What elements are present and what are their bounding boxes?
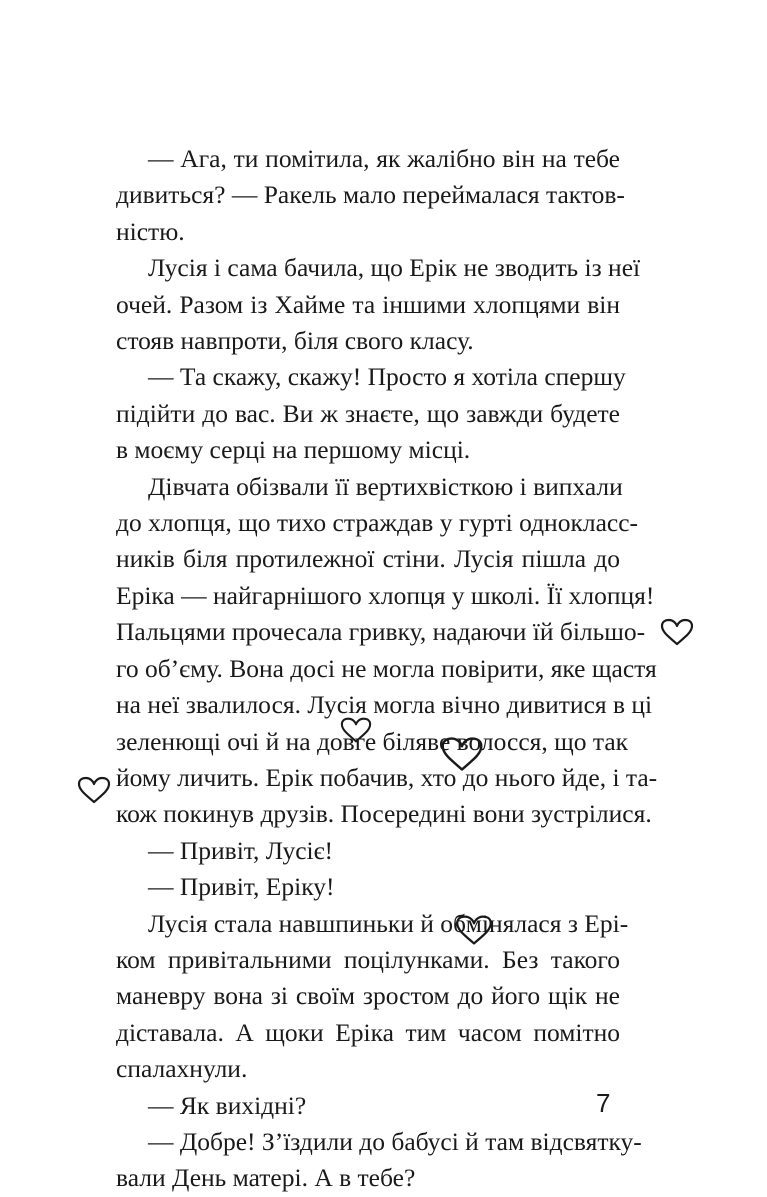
- heart-outline-icon: [660, 618, 694, 646]
- text-line: зеленющі очі й на довге біляве волосся, що так: [116, 726, 629, 756]
- heart-outline-icon: [77, 776, 111, 804]
- heart-outline-icon: [340, 716, 372, 744]
- text-line: Еріка — найгарнішого хлопця у школі. Її хлопця!: [116, 580, 655, 610]
- text-line: — Привіт, Лусіє!: [148, 835, 334, 865]
- text-line: Лусія стала навшпиньки й обмінялася з Ері-: [148, 908, 629, 938]
- text-line: вали День матері. А в тебе?: [116, 1163, 416, 1193]
- text-line: йому личить. Ерік побачив, хто до нього йде, і та-: [116, 762, 658, 792]
- text-line: — Ага, ти помітила, як жалібно він на тебе: [148, 144, 620, 173]
- text-line: — Та скажу, скажу! Просто я хотіла спершу: [148, 362, 626, 392]
- text-line: — Добре! З’їздили до бабусі й там відсвятку-: [148, 1126, 642, 1156]
- text-line: стояв навпроти, біля свого класу.: [116, 326, 474, 356]
- text-line: до хлопця, що тихо страждав у гурті однокласс-: [116, 508, 639, 538]
- text-line: маневру вона зі своїм зростом до його щік не: [116, 981, 620, 1011]
- text-line: Дівчата обізвали її вертихвісткою і випхали: [148, 471, 623, 501]
- body-text: [116, 141, 658, 1197]
- heart-outline-icon: [440, 736, 484, 772]
- text-line: очей. Разом із Хайме та іншими хлопцями він: [116, 289, 620, 319]
- text-line: в моєму серці на першому місці.: [116, 435, 471, 465]
- text-line: Лусія і сама бачила, що Ерік не зводить із неї: [148, 253, 641, 283]
- text-line: діставала. А щоки Еріка тим часом помітно: [116, 1017, 620, 1047]
- text-line: ністю.: [116, 216, 185, 246]
- text-line: ком привітальними поцілунками. Без такого: [116, 944, 620, 974]
- text-line: на неї звалилося. Лусія могла вічно дивитися в ці: [116, 690, 653, 720]
- text-line: — Привіт, Еріку!: [148, 872, 335, 902]
- text-line: Пальцями прочесала гривку, надаючи їй більшо-: [116, 617, 646, 647]
- text-line: — Як вихідні?: [148, 1090, 307, 1120]
- text-line: підійти до вас. Ви ж знаєте, що завжди будете: [116, 398, 620, 428]
- text-line: кож покинув друзів. Посередині вони зустрілися.: [116, 799, 652, 829]
- text-line: дивиться? — Ракель мало переймалася тактов-: [116, 180, 625, 210]
- text-line: го об’єму. Вона досі не могла повірити, яке щастя: [116, 653, 657, 683]
- text-line: спалахнули.: [116, 1054, 248, 1084]
- page-number: 7: [596, 1088, 611, 1118]
- heart-outline-icon: [455, 914, 493, 946]
- text-line: ників біля протилежної стіни. Лусія пішла до: [116, 544, 620, 574]
